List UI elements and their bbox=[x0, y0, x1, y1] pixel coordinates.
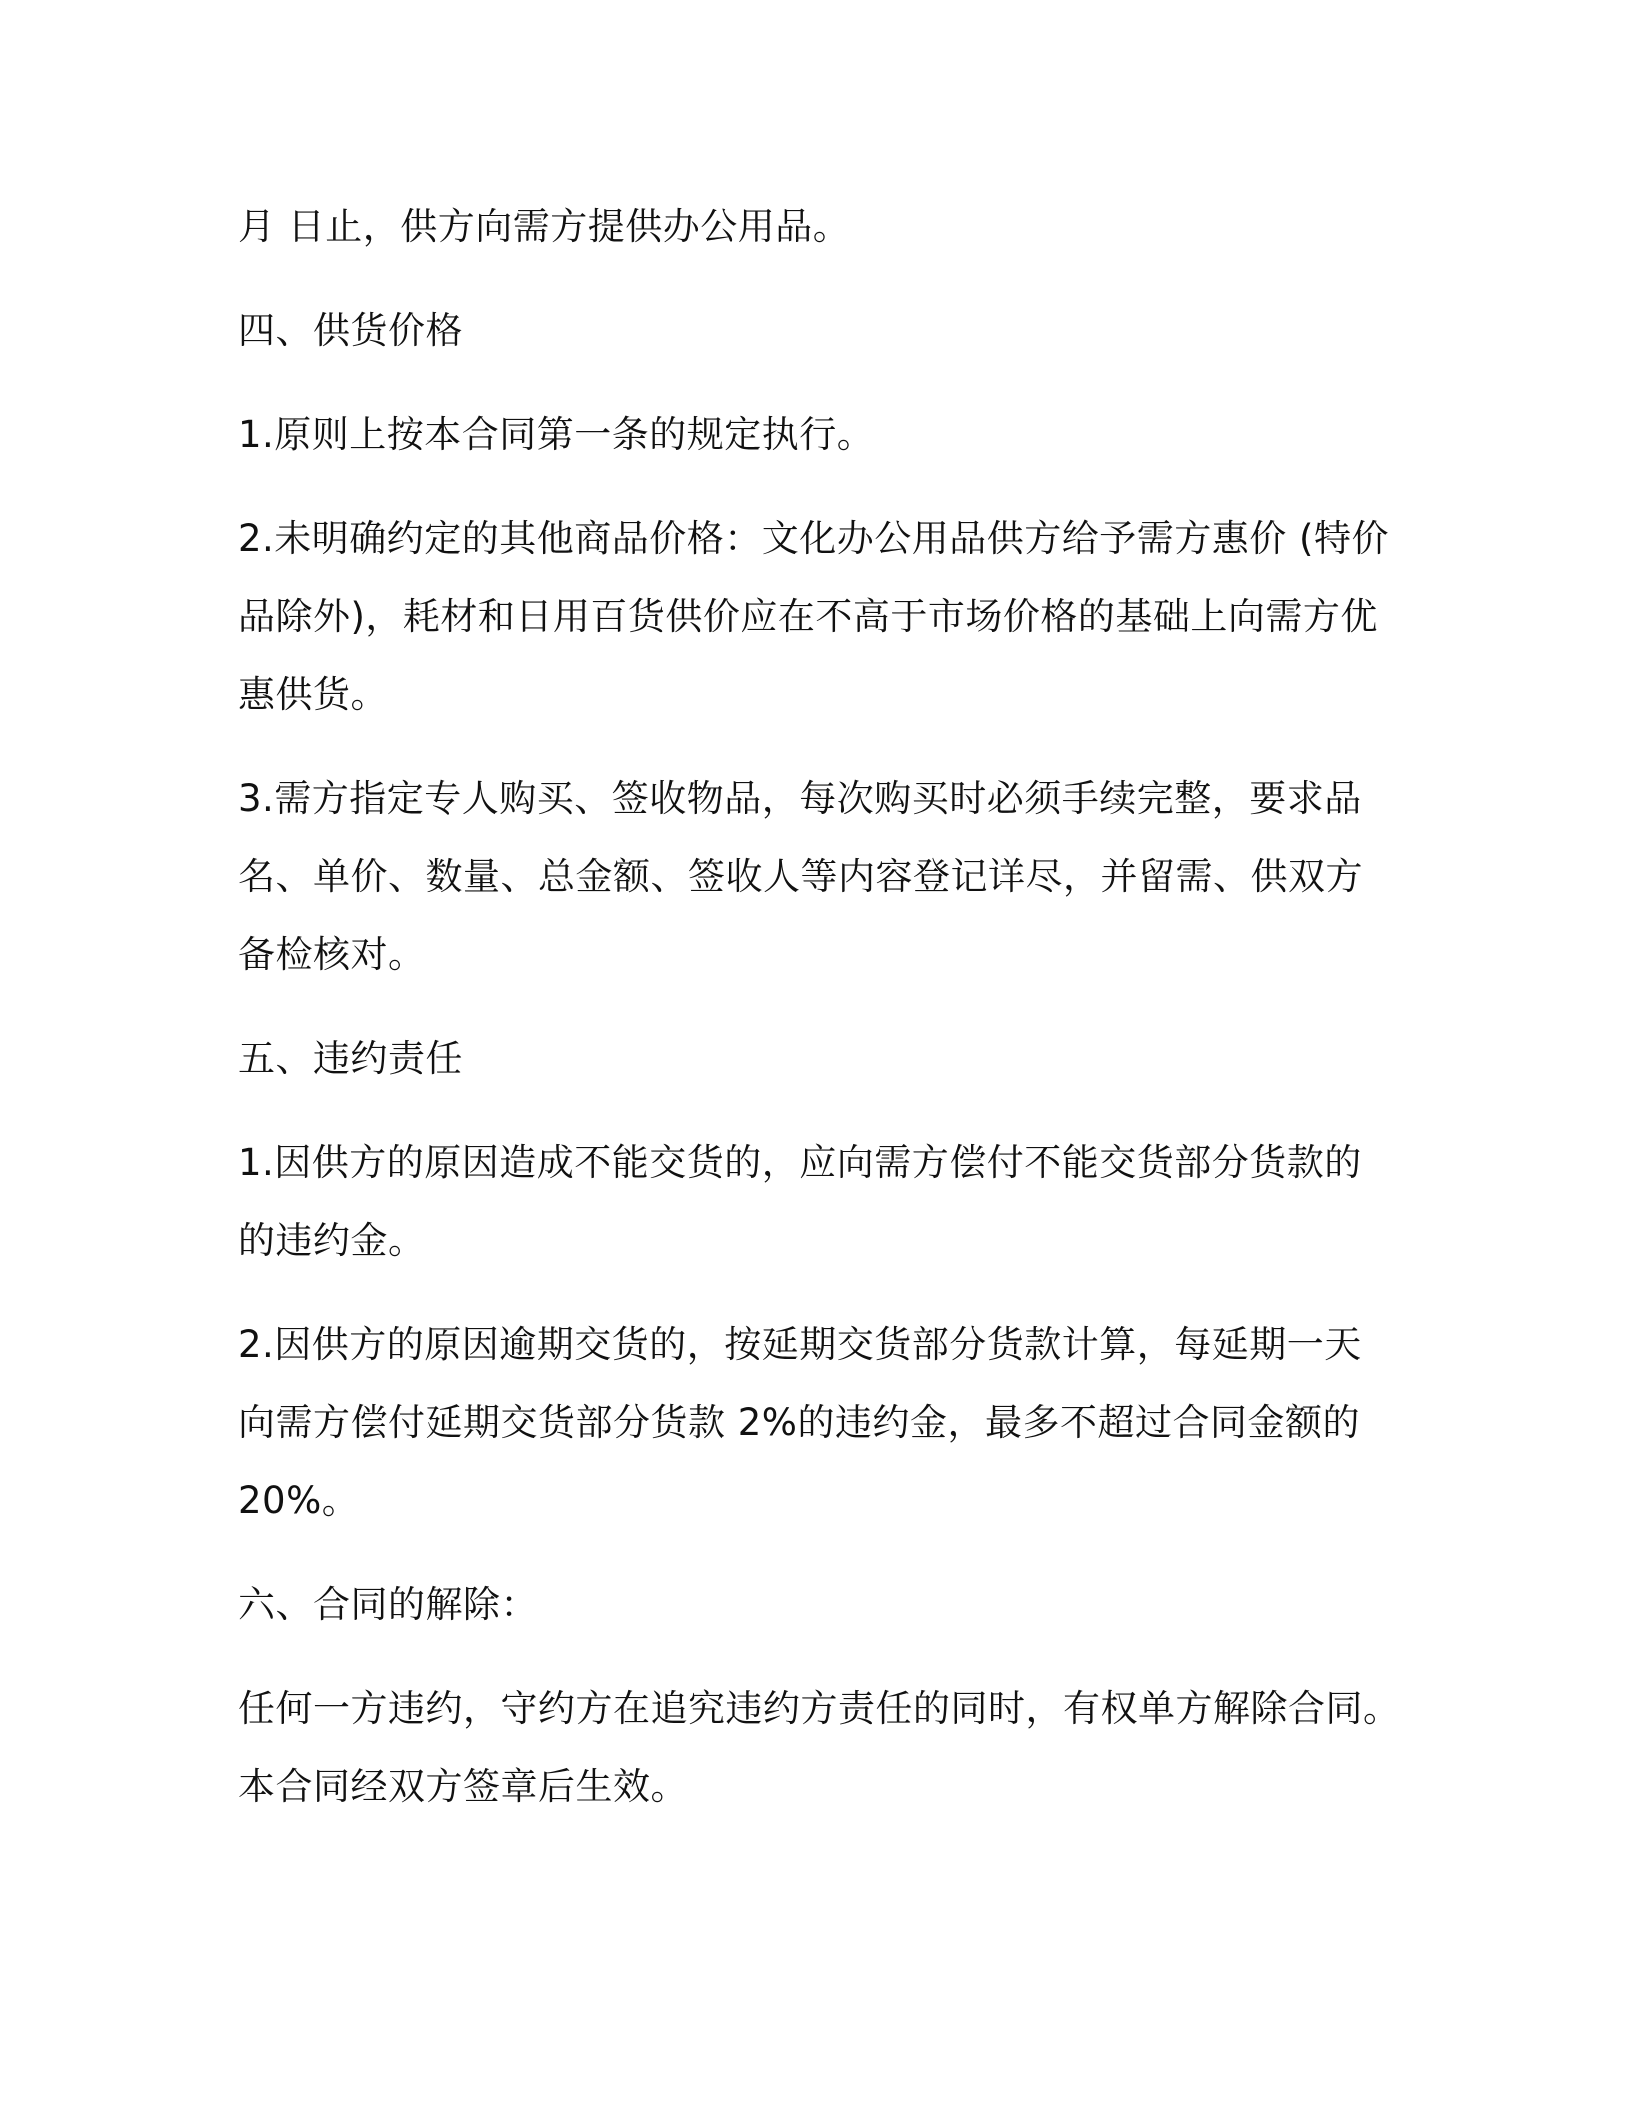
section-heading-price bbox=[238, 292, 1388, 370]
text-line: 四、供货价格 bbox=[238, 309, 463, 352]
text-line: 的违约金。 bbox=[238, 1219, 426, 1262]
document-body bbox=[238, 188, 1401, 1852]
text-line: 2.未明确约定的其他商品价格：文化办公用品供方给予需方惠价 (特价 bbox=[238, 517, 1389, 560]
paragraph-supply-period bbox=[238, 188, 1388, 266]
text-line: 五、违约责任 bbox=[238, 1037, 463, 1080]
paragraph-liability-1 bbox=[238, 1124, 1388, 1280]
text-line: 任何一方违约，守约方在追究违约方责任的同时，有权单方解除合同。 bbox=[238, 1687, 1401, 1730]
text-line: 名、单价、数量、总金额、签收人等内容登记详尽，并留需、供双方 bbox=[238, 855, 1363, 898]
section-heading-liability bbox=[238, 1020, 1388, 1098]
text-line: 20%。 bbox=[238, 1479, 360, 1522]
paragraph-price-3 bbox=[238, 760, 1388, 994]
section-heading-termination bbox=[238, 1566, 1388, 1644]
text-line: 品除外)，耗材和日用百货供价应在不高于市场价格的基础上向需方优 bbox=[238, 595, 1378, 638]
text-line: 本合同经双方签章后生效。 bbox=[238, 1765, 688, 1808]
text-line: 备检核对。 bbox=[238, 933, 426, 976]
paragraph-termination bbox=[238, 1670, 1401, 1826]
text-line: 六、合同的解除： bbox=[238, 1583, 538, 1626]
text-line: 1.原则上按本合同第一条的规定执行。 bbox=[238, 413, 875, 456]
text-line: 月 日止，供方向需方提供办公用品。 bbox=[238, 205, 851, 248]
text-line: 1.因供方的原因造成不能交货的，应向需方偿付不能交货部分货款的 bbox=[238, 1141, 1362, 1184]
text-line: 向需方偿付延期交货部分货款 2%的违约金，最多不超过合同金额的 bbox=[238, 1401, 1360, 1444]
paragraph-liability-2 bbox=[238, 1306, 1388, 1540]
paragraph-price-1 bbox=[238, 396, 1388, 474]
text-line: 惠供货。 bbox=[238, 673, 388, 716]
text-line: 3.需方指定专人购买、签收物品，每次购买时必须手续完整，要求品 bbox=[238, 777, 1362, 820]
paragraph-price-2 bbox=[238, 500, 1388, 734]
text-line: 2.因供方的原因逾期交货的，按延期交货部分货款计算，每延期一天 bbox=[238, 1323, 1362, 1366]
